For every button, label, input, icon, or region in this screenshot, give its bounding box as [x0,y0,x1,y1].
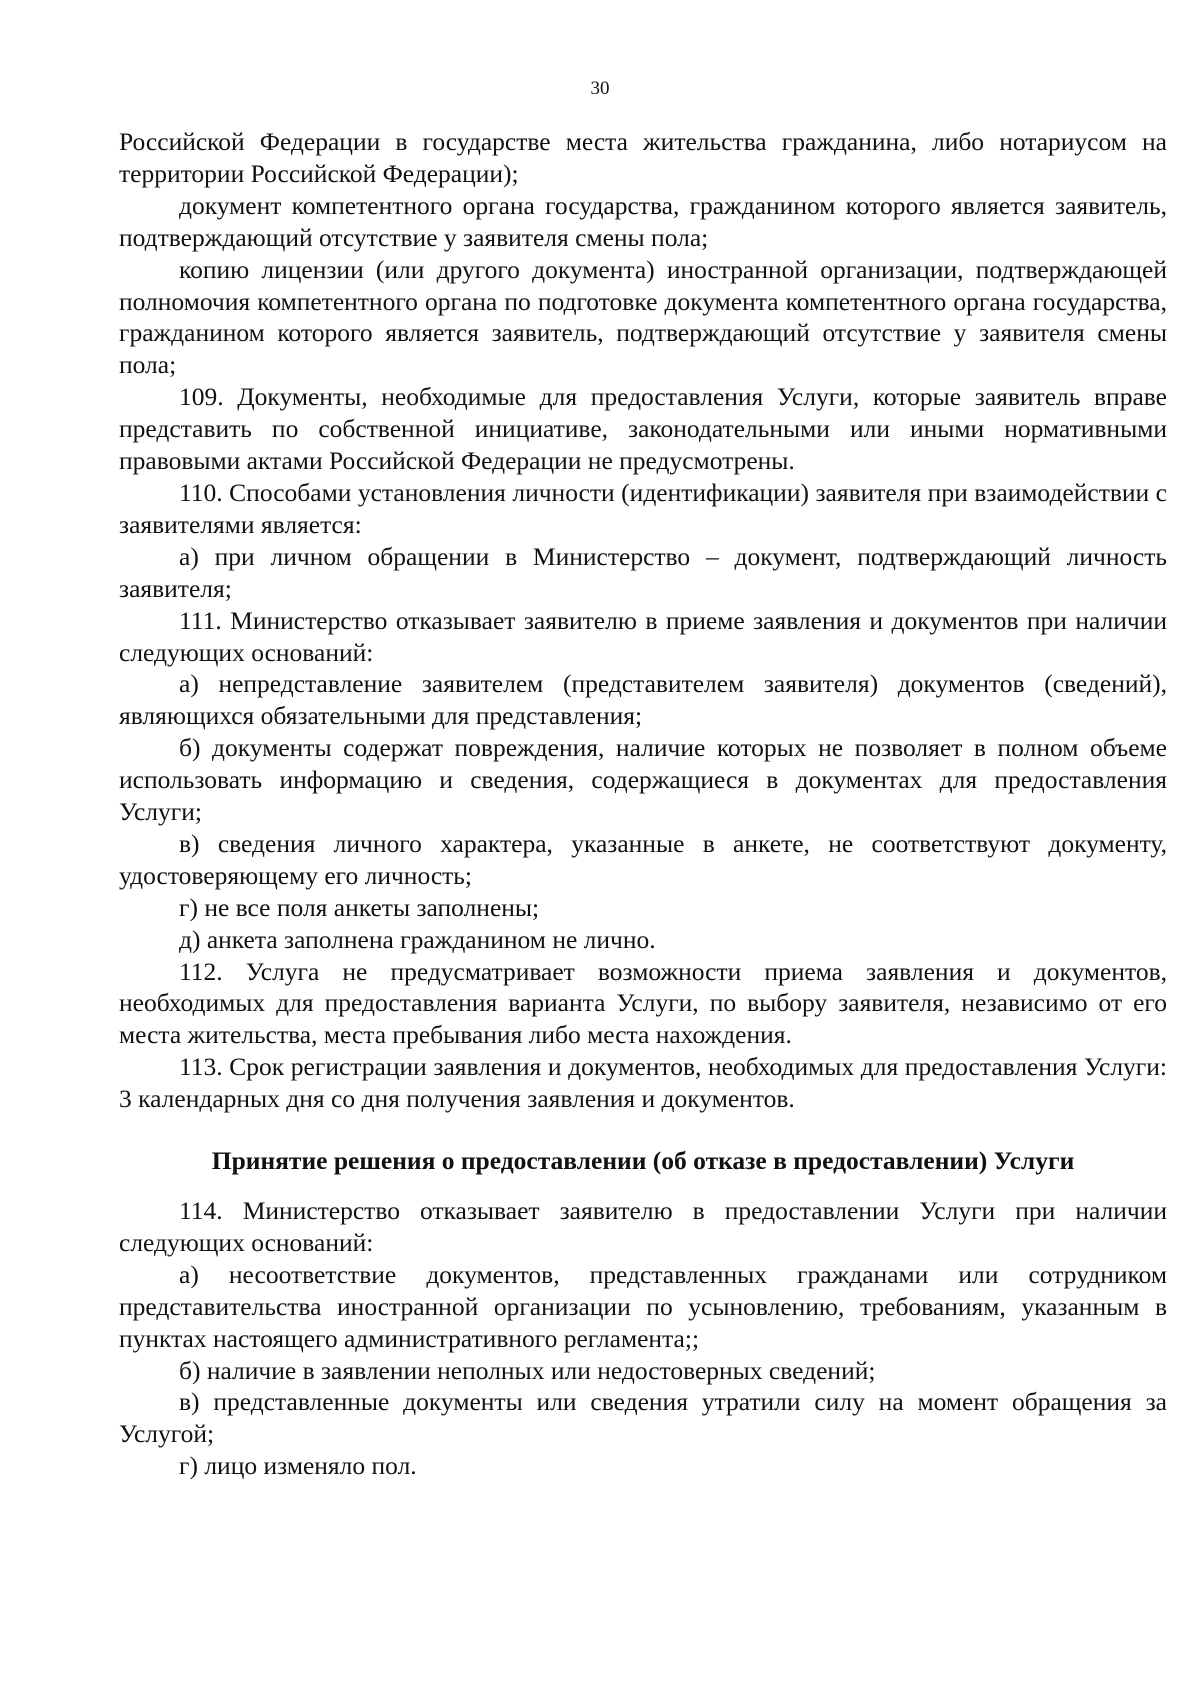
paragraph: 112. Услуга не предусматривает возможности приема заявления и документов, необходимых для предоставления варианта Услуги, по выбору заявителя, независимо от его места жительства, места пребывания либо места нахождения. [119,956,1167,1050]
paragraph: а) несоответствие документов, представленных гражданами или сотрудником представительства иностранной организации по усыновлению, требованиям, указанным в пунктах настоящего административного регламента;; [119,1259,1167,1353]
paragraph: копию лицензии (или другого документа) иностранной организации, подтверждающей полномочия компетентного органа по подготовке документа компетентного органа государства, гражданином которого является заявитель, подтверждающий отсутствие у заявителя смены пола; [119,254,1167,380]
document-body [119,126,1167,1482]
paragraph: г) лицо изменяло пол. [179,1451,417,1481]
paragraph: 114. Министерство отказывает заявителю в предоставлении Услуги при наличии следующих оснований: [119,1196,1167,1257]
paragraph: Российской Федерации в государстве места жительства гражданина, либо нотариусом на территории Российской Федерации); [119,127,1167,188]
paragraph: а) непредставление заявителем (представителем заявителя) документов (сведений), являющихся обязательными для представления; [119,669,1167,731]
paragraph: в) представленные документы или сведения утратили силу на момент обращения за Услугой; [119,1387,1167,1449]
paragraph: документ компетентного органа государства, гражданином которого является заявитель, подтверждающий отсутствие у заявителя смены пола; [119,190,1167,252]
paragraph: д) анкета заполнена гражданином не лично. [179,924,656,954]
paragraph: 111. Министерство отказывает заявителю в приеме заявления и документов при наличии следующих оснований: [119,605,1167,667]
paragraph: г) не все поля анкеты заполнены; [179,892,540,922]
paragraph: б) документы содержат повреждения, наличие которых не позволяет в полном объеме использовать информацию и сведения, содержащиеся в документах для предоставления Услуги; [119,733,1167,827]
paragraph: в) сведения личного характера, указанные в анкете, не соответствуют документу, удостоверяющему его личность; [119,828,1167,890]
paragraph: 113. Срок регистрации заявления и документов, необходимых для предоставления Услуги: 3 календарных дня со дня получения заявления и документов. [119,1052,1167,1114]
section-heading: Принятие решения о предоставлении (об отказе в предоставлении) Услуги [211,1146,1075,1176]
paragraph: б) наличие в заявлении неполных или недостоверных сведений; [179,1355,876,1385]
paragraphs-after-heading [119,1195,1167,1482]
paragraph: а) при личном обращении в Министерство – документ, подтверждающий личность заявителя; [119,541,1167,603]
paragraph: 110. Способами установления личности (идентификации) заявителя при взаимодействии с заявителями является: [119,477,1167,539]
page-number: 30 [590,78,610,99]
paragraphs-before-heading [119,126,1167,1115]
paragraph: 109. Документы, необходимые для предоставления Услуги, которые заявитель вправе представить по собственной инициативе, законодательными или иными нормативными правовыми актами Российской Федерации не предусмотрены. [119,382,1167,476]
